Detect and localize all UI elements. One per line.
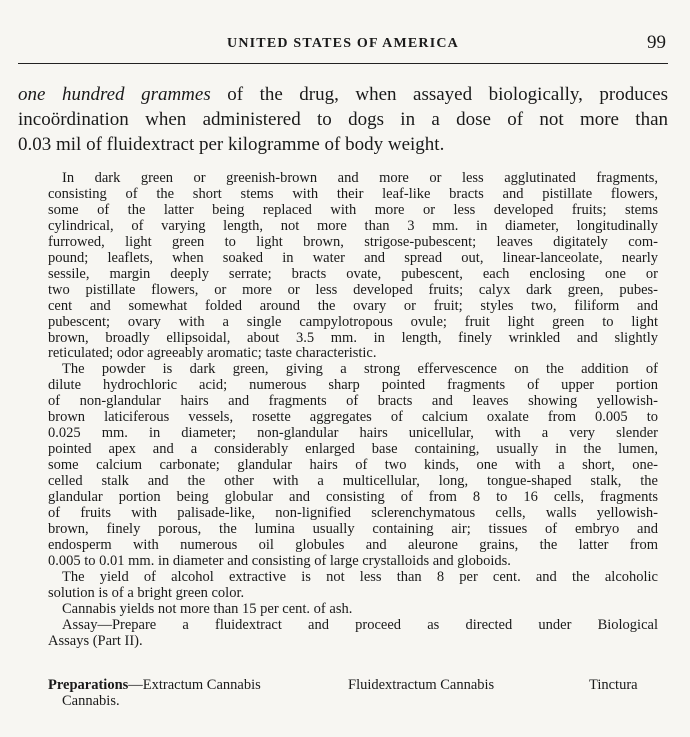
description-line: brown, broadly ellipsoidal, about 3.5 mm. in length, finely wrinkled and slightly [48,329,658,346]
powder-line: dilute hydrochloric acid; numerous sharp pointed fragments of upper portion [48,377,658,394]
extractive-line: The yield of alcohol extractive is not less than 8 per cent. and the alcoholic [62,568,658,585]
description-line: cylindrical, of varying length, not more than 3 mm. in diameter, longitudinally [48,217,658,234]
preparations-label: Preparations [48,677,129,693]
page-number: 99 [647,32,666,53]
powder-line: brown, finely porous, the lumina usually containing air; tissues of embryo and [48,520,658,537]
preparations-row [48,677,658,693]
powder-line: some calcium carbonate; glandular hairs of two kinds, one with a short, one- [48,457,658,474]
powder-line: The powder is dark green, giving a strong effervescence on the addition of [62,361,658,378]
description-line: In dark green or greenish-brown and more or less agglutinated fragments, [62,170,658,186]
preparation-item: Extractum Cannabis [142,677,261,693]
extractive-paragraph [48,570,658,602]
powder-line: pointed apex and a considerably enlarged base containing, usually in the lumen, [48,441,658,458]
monograph-body [48,171,658,650]
lead-paragraph [18,82,668,157]
preparations-dash: — [128,677,143,693]
description-line: sessile, margin deeply serrate; bracts ovate, pubescent, each enclosing one or [48,265,658,282]
description-line: furrowed, light green to light brown, strigose-pubescent; leaves digitately com- [48,233,658,250]
preparation-item: Tinctura [589,677,638,693]
preparation-item: Fluidextractum Cannabis [348,677,495,693]
description-line: pound; leaflets, when soaked in water and spread out, linear-lanceolate, nearly [48,249,658,266]
powder-line: of non-glandular hairs and fragments of bracts and leaves showing yellowish- [48,393,658,410]
assay-line: Assays (Part II). [48,632,143,649]
preparation-item-continued: Cannabis. [62,693,120,709]
description-line: pubescent; ovary with a single campylotropous ovule; fruit light green to light [48,313,658,330]
description-line: reticulated; odor agreeably aromatic; taste characteristic. [48,345,377,362]
powder-line: glandular portion being globular and consisting of from 8 to 16 cells, fragments [48,489,658,506]
powder-paragraph [48,362,658,569]
ash-paragraph [48,602,658,618]
assay-paragraph [48,618,658,650]
preparations-section [48,677,658,709]
description-paragraph [48,171,658,362]
header-rule [18,63,668,64]
powder-line: brown laticiferous vessels, rosette aggregates of calcium oxalate from 0.005 to [48,409,658,426]
assay-line: Assay—Prepare a fluidextract and proceed as directed under Biological [62,616,658,633]
lead-line: incoördination when administered to dogs in a dose of not more than [18,109,668,130]
powder-line: 0.005 to 0.01 mm. in diameter and consisting of large crystalloids and globoids. [48,552,511,569]
description-line: consisting of the short stems with their leaf-like bracts and pistillate flowers, [48,185,658,202]
lead-line [18,82,668,107]
powder-line: of fruits with palisade-like, non-lignified sclerenchymatous cells, walls yellowish- [48,505,658,522]
powder-line: celled stalk and the other with a multicellular, long, tongue-shaped stalk, the [48,473,658,490]
description-line: cent and somewhat folded around the ovary or fruit; styles two, filiform and [48,297,658,314]
description-line: two pistillate flowers, or more or less developed fruits; calyx dark green, pubes- [48,281,658,298]
extractive-line: solution is of a bright green color. [48,584,245,601]
lead-line: 0.03 mil of fluidextract per kilogramme of body weight. [18,134,445,155]
powder-line: 0.025 mm. in diameter; non-glandular hairs unicellular, with a very slender [48,425,658,442]
lead-italic: one hundred grammes [18,84,211,105]
lead-text: of the drug, when assayed biologically, produces [210,84,668,105]
powder-line: endosperm with numerous oil globules and aleurone grains, the latter from [48,536,658,553]
ash-line: Cannabis yields not more than 15 per cent. of ash. [62,600,353,617]
running-head [18,30,668,54]
running-title: UNITED STATES OF AMERICA [227,36,459,51]
description-line: some of the latter being replaced with more or less developed fruits; stems [48,201,658,218]
